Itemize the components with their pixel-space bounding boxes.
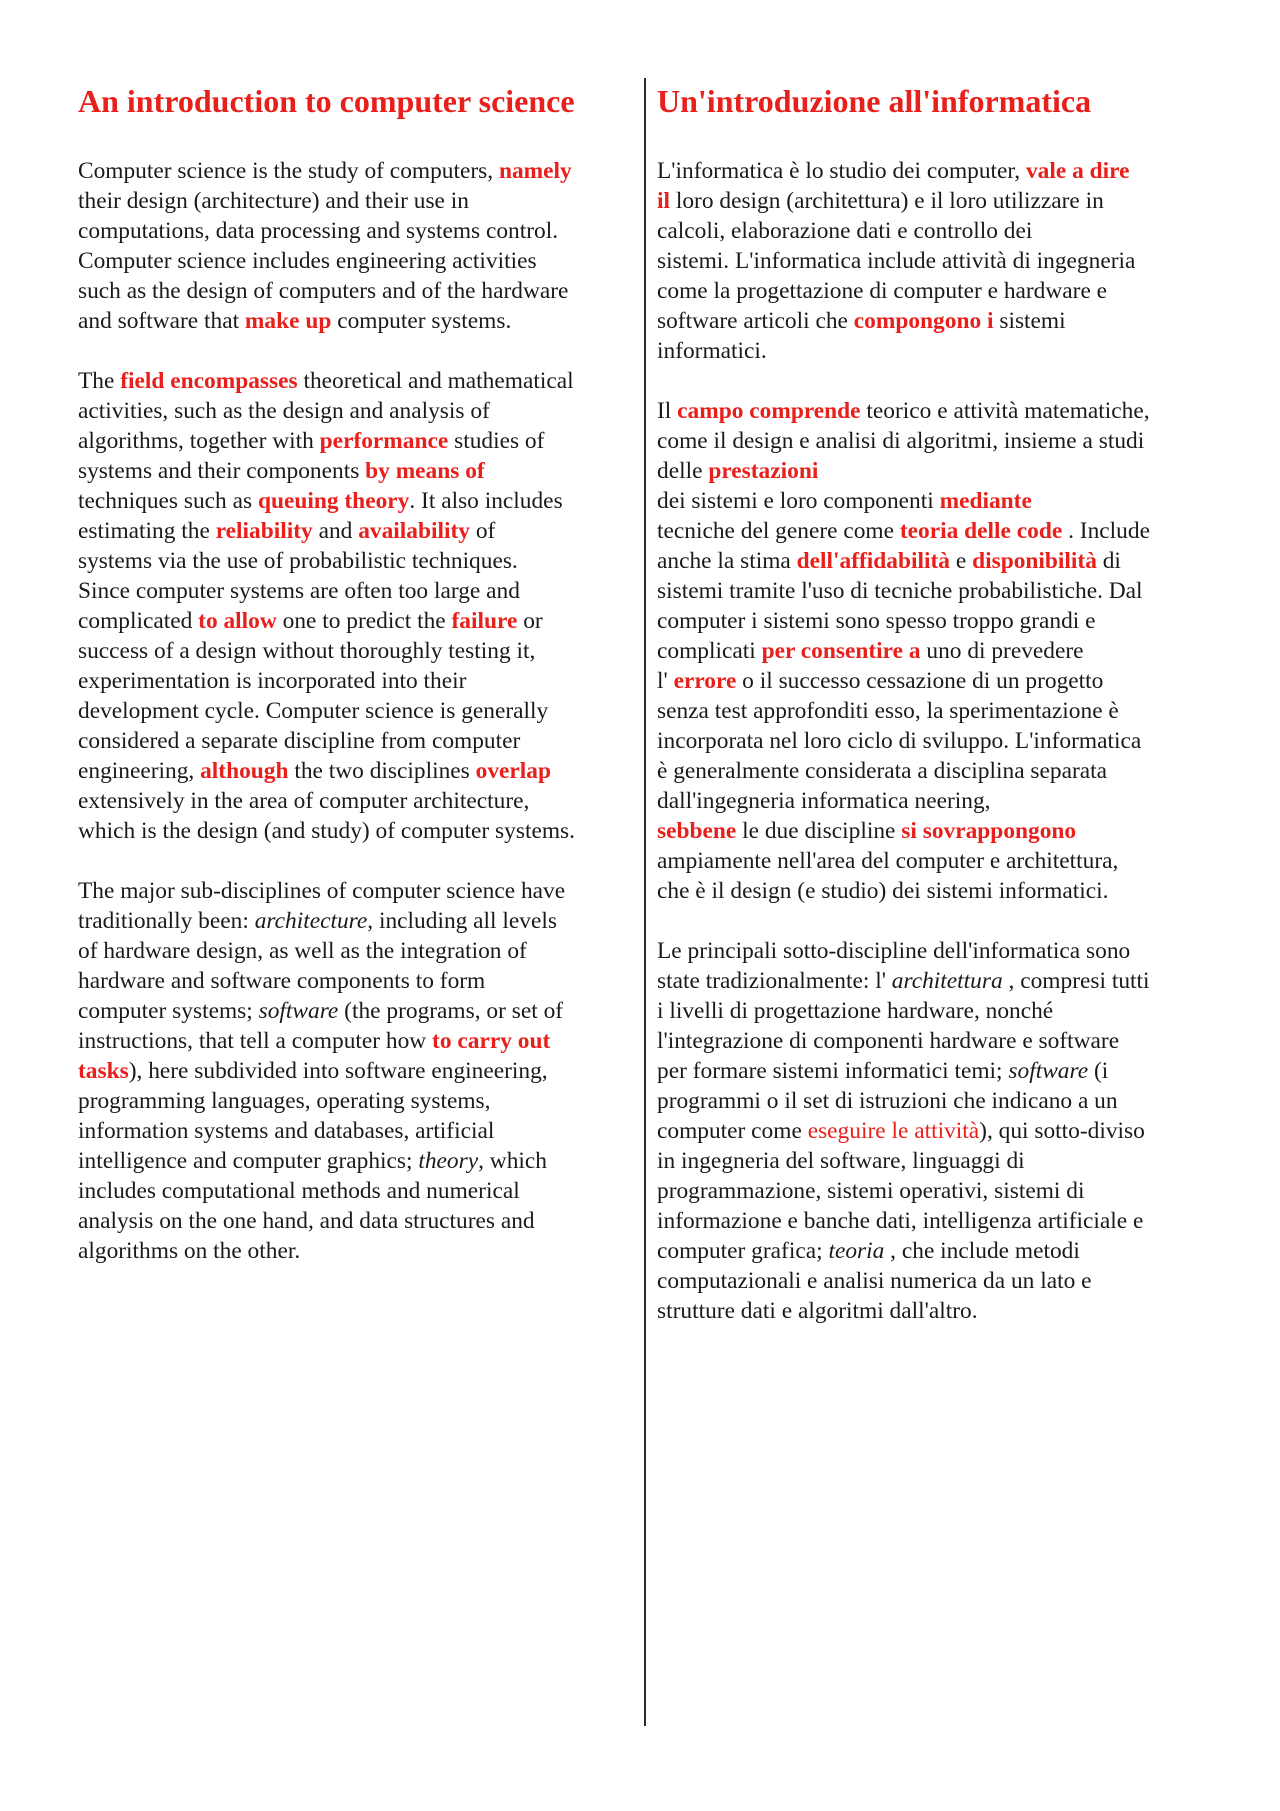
text-run: senza test approfonditi esso, la sperimentazione è [657, 698, 1119, 724]
text-run: (i [1088, 1058, 1109, 1084]
text-run: , including all levels [367, 908, 557, 934]
text-line [78, 876, 638, 906]
text-run: which is the design (and study) of computer systems. [78, 818, 575, 844]
text-run: Computer science is the study of computers, [78, 158, 499, 184]
text-run: sistemi. L'informatica include attività di ingegneria [657, 248, 1136, 274]
text-run: teorico e attività matematiche, [860, 398, 1150, 424]
text-run: traditionally been: [78, 908, 255, 934]
text-run: . It also includes [409, 488, 563, 514]
text-line [657, 636, 1217, 666]
text-line [657, 846, 1217, 876]
highlighted-term: make up [244, 308, 332, 334]
text-run: , compresi tutti [1002, 968, 1150, 994]
english-paragraph-3 [78, 876, 638, 1266]
italic-term: architettura [891, 968, 1003, 994]
text-line [78, 186, 638, 216]
text-line [78, 966, 638, 996]
text-line [657, 216, 1217, 246]
text-run: l'integrazione di componenti hardware e software [657, 1028, 1120, 1054]
text-line [78, 546, 638, 576]
text-line [657, 1236, 1217, 1266]
italic-term: software [258, 998, 339, 1024]
text-run: algorithms on the other. [78, 1238, 301, 1264]
text-line [657, 336, 1217, 366]
text-line [657, 1296, 1217, 1326]
text-line [78, 306, 638, 336]
text-line [657, 1026, 1217, 1056]
italian-paragraph-1 [657, 156, 1217, 366]
text-run: come il design e analisi di algoritmi, insieme a studi [657, 428, 1145, 454]
text-run: activities, such as the design and analysis of [78, 398, 490, 424]
text-run: algorithms, together with [78, 428, 320, 454]
highlighted-term: disponibilità [972, 548, 1097, 574]
text-run: computer come [657, 1118, 808, 1144]
highlighted-term: teoria delle code [899, 518, 1063, 544]
text-line [78, 516, 638, 546]
text-run: tecniche del genere come [657, 518, 900, 544]
text-run: Le principali sotto-discipline dell'informatica sono [657, 938, 1131, 964]
text-run: success of a design without thoroughly testing it, [78, 638, 536, 664]
text-run: or [517, 608, 543, 634]
text-run: techniques such as [78, 488, 258, 514]
text-run: complicati [657, 638, 762, 664]
highlighted-term: field encompasses [120, 368, 298, 394]
text-run: incorporata nel loro ciclo di sviluppo. L'informatica [657, 728, 1142, 754]
text-run: state tradizionalmente: l' [657, 968, 892, 994]
text-line [657, 936, 1217, 966]
text-run: The [78, 368, 121, 394]
text-run: sistemi [993, 308, 1066, 334]
text-line [78, 396, 638, 426]
text-line [657, 1206, 1217, 1236]
text-run: analysis on the one hand, and data structures and [78, 1208, 535, 1234]
english-paragraph-2 [78, 366, 638, 846]
text-run: è generalmente considerata a disciplina separata [657, 758, 1108, 784]
text-line [657, 996, 1217, 1026]
text-line [78, 636, 638, 666]
highlighted-term: namely [498, 158, 572, 184]
text-line [78, 1176, 638, 1206]
text-run: theoretical and mathematical [297, 368, 574, 394]
highlighted-term: to allow [198, 608, 277, 634]
italian-paragraph-3 [657, 936, 1217, 1326]
italic-term: architecture [254, 908, 368, 934]
italian-title: Un'introduzione all'informatica [657, 83, 1092, 119]
text-run: the two disciplines [288, 758, 476, 784]
italian-column [657, 78, 1217, 1356]
english-column [78, 78, 638, 1296]
text-line [657, 786, 1217, 816]
text-run: includes computational methods and numerical [78, 1178, 520, 1204]
text-line [657, 576, 1217, 606]
italic-term: theory [418, 1148, 479, 1174]
text-run: o il successo cessazione di un progetto [736, 668, 1104, 694]
text-run: hardware and software components to form [78, 968, 486, 994]
text-line [78, 906, 638, 936]
text-line [78, 1026, 638, 1056]
text-line [657, 756, 1217, 786]
text-line [657, 606, 1217, 636]
text-line [78, 366, 638, 396]
text-run: Computer science includes engineering activities [78, 248, 537, 274]
text-line [657, 696, 1217, 726]
text-run: anche la stima [657, 548, 797, 574]
text-line [78, 456, 638, 486]
text-run: and software that [78, 308, 245, 334]
text-line [78, 486, 638, 516]
text-run: computazionali e analisi numerica da un lato e [657, 1268, 1092, 1294]
text-run: experimentation is incorporated into their [78, 668, 467, 694]
highlighted-term: si sovrappongono [901, 818, 1077, 844]
text-run: instructions, that tell a computer how [78, 1028, 433, 1054]
text-line [78, 1146, 638, 1176]
text-run: sistemi tramite l'uso di tecniche probabilistiche. Dal [657, 578, 1143, 604]
text-line [657, 1116, 1217, 1146]
text-run: computer grafica; [657, 1238, 829, 1264]
text-run: dei sistemi e loro componenti [657, 488, 940, 514]
text-run: computations, data processing and systems control. [78, 218, 559, 244]
text-run: l' [657, 668, 674, 694]
text-run: strutture dati e algoritmi dall'altro. [657, 1298, 978, 1324]
text-line [657, 516, 1217, 546]
text-run: intelligence and computer graphics; [78, 1148, 419, 1174]
text-line [657, 456, 1217, 486]
text-run: ampiamente nell'area del computer e architettura, [657, 848, 1119, 874]
text-line [78, 786, 638, 816]
highlighted-term: campo comprende [677, 398, 861, 424]
text-line [657, 246, 1217, 276]
text-line [78, 1056, 638, 1086]
text-run: The major sub-disciplines of computer science have [78, 878, 566, 904]
text-run: such as the design of computers and of the hardware [78, 278, 569, 304]
text-line [78, 996, 638, 1026]
highlighted-term: performance [319, 428, 449, 454]
text-line [657, 306, 1217, 336]
text-run: ), here subdivided into software engineering, [128, 1058, 548, 1084]
text-run: considered a separate discipline from computer [78, 728, 521, 754]
text-run: le due discipline [736, 818, 902, 844]
text-line [657, 876, 1217, 906]
text-run: che è il design (e studio) dei sistemi informatici. [657, 878, 1109, 904]
text-line [657, 1086, 1217, 1116]
highlighted-term: overlap [475, 758, 551, 784]
text-run: e [950, 548, 973, 574]
highlighted-term: il [657, 188, 670, 214]
english-paragraph-1 [78, 156, 638, 336]
highlighted-term: per consentire a [761, 638, 921, 664]
text-run: . Include [1062, 518, 1150, 544]
text-line [78, 426, 638, 456]
text-run: information systems and databases, artificial [78, 1118, 495, 1144]
text-line [78, 216, 638, 246]
highlighted-term: vale a dire [1025, 158, 1130, 184]
text-run: engineering, [78, 758, 201, 784]
text-line [657, 546, 1217, 576]
highlighted-term: mediante [939, 488, 1032, 514]
text-line [657, 486, 1217, 516]
text-line [78, 156, 638, 186]
text-run: dall'ingegneria informatica neering, [657, 788, 991, 814]
text-line [78, 1086, 638, 1116]
highlighted-term: errore [673, 668, 737, 694]
text-run: come la progettazione di computer e hardware e [657, 278, 1108, 304]
italic-term: teoria [828, 1238, 885, 1264]
text-line [657, 726, 1217, 756]
text-line [78, 576, 638, 606]
text-line [657, 1056, 1217, 1086]
text-line [657, 156, 1217, 186]
text-line [78, 726, 638, 756]
text-line [657, 1146, 1217, 1176]
text-line [657, 396, 1217, 426]
highlighted-term: queuing theory [257, 488, 410, 514]
text-line [657, 966, 1217, 996]
text-line [78, 696, 638, 726]
text-run: uno di prevedere [920, 638, 1084, 664]
text-run: , che include metodi [884, 1238, 1080, 1264]
text-run: of [470, 518, 496, 544]
text-line [657, 186, 1217, 216]
text-run: ), qui sotto-diviso [979, 1118, 1145, 1144]
text-line [657, 1176, 1217, 1206]
highlighted-term: eseguire le attività [807, 1118, 980, 1144]
text-run: Il [657, 398, 678, 424]
text-run: and [312, 518, 359, 544]
text-run: computer systems; [78, 998, 259, 1024]
text-line [78, 276, 638, 306]
highlighted-term: to carry out [432, 1028, 551, 1054]
text-line [657, 666, 1217, 696]
text-line [78, 816, 638, 846]
highlighted-term: dell'affidabilità [796, 548, 950, 574]
text-run: software articoli che [657, 308, 854, 334]
text-run: informazione e banche dati, intelligenza artificiale e [657, 1208, 1144, 1234]
text-line [78, 666, 638, 696]
text-run: computer i sistemi sono spesso troppo grandi e [657, 608, 1096, 634]
text-run: calcoli, elaborazione dati e controllo dei [657, 218, 1033, 244]
text-line [78, 936, 638, 966]
text-run: estimating the [78, 518, 216, 544]
highlighted-term: prestazioni [708, 458, 819, 484]
italic-term: software [1008, 1058, 1089, 1084]
text-run: L'informatica è lo studio dei computer, [657, 158, 1026, 184]
text-run: their design (architecture) and their use in [78, 188, 469, 214]
text-line [657, 426, 1217, 456]
highlighted-term: by means of [365, 458, 485, 484]
text-run: programmazione, sistemi operativi, sistemi di [657, 1178, 1085, 1204]
english-title: An introduction to computer science [78, 83, 575, 119]
highlighted-term: tasks [78, 1058, 129, 1084]
text-run: development cycle. Computer science is generally [78, 698, 549, 724]
text-line [657, 276, 1217, 306]
text-run: di [1096, 548, 1121, 574]
text-run: i livelli di progettazione hardware, nonché [657, 998, 1054, 1024]
text-run: computer systems. [331, 308, 512, 334]
text-run: informatici. [657, 338, 767, 364]
text-run: one to predict the [276, 608, 452, 634]
text-run: Since computer systems are often too large and [78, 578, 520, 604]
italian-paragraph-2 [657, 396, 1217, 906]
text-run: systems via the use of probabilistic techniques. [78, 548, 518, 574]
text-line [78, 1206, 638, 1236]
text-line [78, 1236, 638, 1266]
text-line [78, 1116, 638, 1146]
highlighted-term: reliability [215, 518, 313, 544]
text-run: of hardware design, as well as the integration of [78, 938, 527, 964]
highlighted-term: compongono i [853, 308, 994, 334]
text-run: , which [478, 1148, 547, 1174]
text-run: in ingegneria del software, linguaggi di [657, 1148, 1025, 1174]
text-run: extensively in the area of computer architecture, [78, 788, 530, 814]
text-run: delle [657, 458, 709, 484]
text-run: per formare sistemi informatici temi; [657, 1058, 1009, 1084]
highlighted-term: although [200, 758, 289, 784]
text-line [657, 1266, 1217, 1296]
text-line [78, 606, 638, 636]
text-run: (the programs, or set of [338, 998, 564, 1024]
highlighted-term: availability [358, 518, 470, 544]
text-run: studies of [448, 428, 545, 454]
text-line [78, 756, 638, 786]
text-run: systems and their components [78, 458, 366, 484]
text-run: programming languages, operating systems, [78, 1088, 491, 1114]
text-line [657, 816, 1217, 846]
text-run: programmi o il set di istruzioni che indicano a un [657, 1088, 1118, 1114]
text-run: loro design (architettura) e il loro utilizzare in [670, 188, 1104, 214]
highlighted-term: failure [451, 608, 518, 634]
highlighted-term: sebbene [657, 818, 737, 844]
text-line [78, 246, 638, 276]
column-divider [644, 78, 646, 1726]
text-run: complicated [78, 608, 199, 634]
